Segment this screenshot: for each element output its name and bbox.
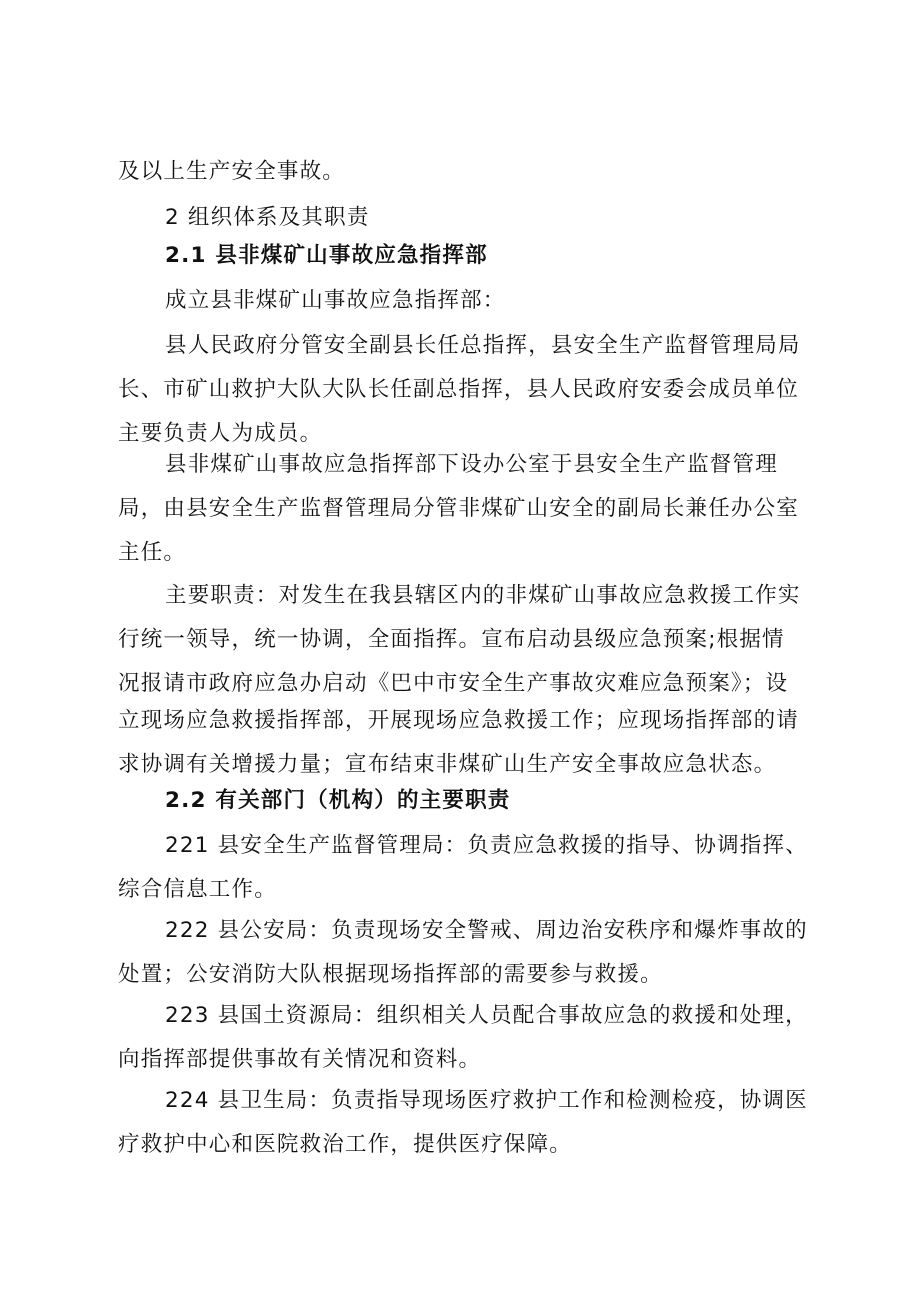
text-line: 221 县安全生产监督管理局：负责应急救援的指导、协调指挥、 [165, 833, 808, 858]
text-line: 求协调有关增援力量；宣布结束非煤矿山生产安全事故应急状态。 [118, 752, 777, 777]
text-line: 局，由县安全生产监督管理局分管非煤矿山安全的副局长兼任办公室 [118, 496, 800, 521]
section-heading: 2 组织体系及其职责 [165, 205, 370, 230]
text-line: 主要职责：对发生在我县辖区内的非煤矿山事故应急救援工作实 [165, 583, 801, 608]
text-line: 向指挥部提供事故有关情况和资料。 [118, 1047, 482, 1072]
text-line: 及以上生产安全事故。 [118, 159, 346, 184]
text-line: 县非煤矿山事故应急指挥部下设办公室于县安全生产监督管理 [165, 452, 778, 477]
text-line: 222 县公安局：负责现场安全警戒、周边治安秩序和爆炸事故的 [165, 918, 808, 943]
text-line: 主任。 [118, 540, 187, 565]
subsection-heading: 2.2 有关部门（机构）的主要职责 [165, 788, 511, 813]
text-line: 长、市矿山救护大队大队长任副总指挥，县人民政府安委会成员单位 [118, 377, 800, 402]
text-line: 疗救护中心和医院救治工作，提供医疗保障。 [118, 1132, 573, 1157]
text-line: 处置；公安消防大队根据现场指挥部的需要参与救援。 [118, 962, 663, 987]
text-line: 223 县国土资源局：组织相关人员配合事故应急的救援和处理， [165, 1003, 808, 1028]
text-line: 行统一领导，统一协调，全面指挥。宣布启动县级应急预案;根据情 [118, 627, 785, 652]
text-line: 立现场应急救援指挥部，开展现场应急救援工作；应现场指挥部的请 [118, 708, 800, 733]
text-line: 成立县非煤矿山事故应急指挥部： [165, 288, 506, 313]
text-line: 综合信息工作。 [118, 877, 277, 902]
text-line: 主要负责人为成员。 [118, 421, 323, 446]
text-line: 县人民政府分管安全副县长任总指挥，县安全生产监督管理局局 [165, 333, 801, 358]
subsection-heading: 2.1 县非煤矿山事故应急指挥部 [165, 243, 488, 268]
text-line: 况报请市政府应急办启动《巴中市安全生产事故灾难应急预案》；设 [118, 671, 789, 696]
text-line: 224 县卫生局：负责指导现场医疗救护工作和检测检疫，协调医 [165, 1088, 808, 1113]
